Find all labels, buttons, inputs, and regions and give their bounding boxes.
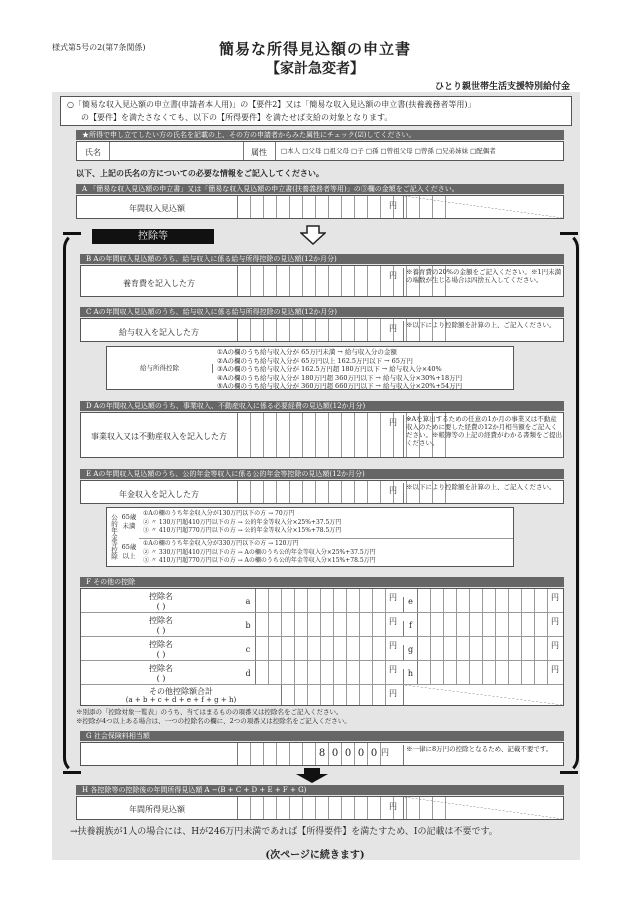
pension-row: ①Aの欄のうち年金収入分が330万円以下の方 → 120万円 (143, 540, 299, 547)
deduction-yen: 円 (551, 593, 559, 602)
section-g-digits (237, 743, 381, 765)
pension-row: ③ 〃 410万円超770万円以下の方 → 公的年金等収入分×15%+78.5万円 (143, 527, 342, 534)
pension-side-label: 公的年金等控除 (110, 514, 118, 560)
salary-table-label: 給与所得控除 (107, 364, 213, 373)
attr-bar: ★所得で申し立てしたい方の氏名を記載の上、その方の申請者からみた属性にチェック(☑)してください。 (76, 130, 564, 140)
section-d-yen: 円 (389, 418, 397, 427)
page-subtitle: 【家計急変者】 (266, 61, 364, 77)
pension-table (106, 507, 514, 567)
deduction-letter: b (245, 621, 251, 630)
section-e-note: ※以下により控除額を計算の上、ご記入ください。 (403, 483, 563, 503)
deduction-yen: 円 (551, 641, 559, 650)
section-e-row (80, 480, 564, 504)
deduction-name-label: 控除名 (149, 592, 173, 601)
pension-row: ①Aの欄のうち年金収入分が130万円以下の方 → 70万円 (143, 510, 295, 517)
section-a-yen: 円 (389, 201, 397, 210)
section-a-row (76, 195, 564, 219)
section-b-yen: 円 (389, 271, 397, 280)
section-d-note: ※Aを算出するための任意の1か月の事業又は不動産収入のために要した経費の12か月相当額をご記入ください。※帳簿等の上記の経費がわかる書類をご提出ください。 (403, 415, 563, 457)
salary-row: ②Aの欄のうち給与収入分が 65万円以上 162.5万円以下 → 65万円 (217, 356, 413, 365)
section-d-label: 事業収入又は不動産収入を記入した方 (91, 432, 227, 441)
deduction-yen: 円 (389, 641, 397, 650)
other-deduction-row (81, 661, 563, 685)
deduction-name-label: 控除名 (149, 616, 173, 625)
total-formula: (a + b + c + d + e + f + g + h) (125, 696, 237, 704)
deduction-name-paren[interactable]: ( ) (156, 674, 166, 683)
deduction-name-label: 控除名 (149, 640, 173, 649)
salary-row: ③Aの欄のうち給与収入分が 162.5万円超 180万円以下 → 給与収入分×40% (217, 365, 442, 373)
arrow-down-icon (300, 225, 326, 245)
below-instruction: 以下、上記の氏名の方についての必要な情報をご記入してください。 (76, 168, 324, 178)
deduction-digits[interactable] (417, 661, 548, 684)
pension-row: ③ 〃 410万円超770万円以下の方 → Aの欄のうち公的年金等収入分×15%+78.5万円 (143, 557, 376, 564)
section-g-bar: G 社会保険料相当額 (80, 731, 564, 741)
section-h-bar: H 各控除等の控除後の年間所得見込額 A −(B + C + D + E + F + G) (76, 785, 564, 795)
section-a-blank (403, 196, 563, 218)
section-b-row (80, 265, 564, 297)
other-deduction-row (81, 637, 563, 661)
deduction-letter: d (245, 669, 251, 678)
deduction-digits[interactable] (255, 613, 386, 636)
other-deduction-total-row (81, 685, 563, 705)
section-h-blank (403, 797, 563, 819)
pension-under65: 65歳未満 (121, 513, 137, 530)
attr-label: 属性 (251, 148, 267, 157)
section-h-yen: 円 (389, 802, 397, 811)
section-f-note-1: ※別添の「控除対象一覧表」のうち、当てはまるものの項番又は控除名をご記入ください。 (76, 708, 343, 716)
pension-over65: 65歳以上 (121, 543, 137, 560)
section-g-yen: 円 (381, 748, 389, 757)
intro-line-1: ○「簡易な収入見込額の申立書(申請者本人用)」の【要件2】又は「簡易な収入見込額の申立書(扶養義務者等用)」 (67, 100, 476, 109)
deduction-letter: c (245, 645, 251, 654)
deduction-letter: e (403, 597, 417, 612)
section-e-bar: E Aの年間収入見込額のうち、公的年金等収入に係る公的年金等控除の見込額(12か月分) (80, 469, 564, 479)
section-c-label: 給与収入を記入した方 (119, 328, 199, 337)
deduction-name-paren[interactable]: ( ) (156, 602, 166, 611)
section-b-label: 養育費を記入した方 (123, 279, 195, 288)
salary-row: ⑤Aの欄のうち給与収入分が 360万円超 660万円以下 → 給与収入分×20%+54万円 (217, 382, 463, 390)
section-h-row (76, 796, 564, 820)
digit: 8 (316, 743, 329, 765)
page-title: 簡易な所得見込額の申立書 (218, 40, 411, 58)
digit: 0 (355, 743, 368, 765)
deduction-yen: 円 (389, 617, 397, 626)
deduction-digits[interactable] (417, 637, 548, 660)
other-deduction-row (81, 589, 563, 613)
deduction-name-paren[interactable]: ( ) (156, 650, 166, 659)
form-number: 様式第5号の2(第7条関係) (52, 43, 146, 52)
section-c-yen: 円 (389, 324, 397, 333)
section-b-note: ※養育費の20%の金額をご記入ください。※1円未満の端数が生じる場合は四捨五入してください。 (403, 268, 563, 296)
salary-table-rows (217, 348, 513, 391)
section-c-bar: C Aの年間収入見込額のうち、給与収入に係る給与所得控除の見込額(12か月分) (80, 307, 564, 317)
section-f-bar: F その他の控除 (80, 577, 564, 587)
section-d-bar: D Aの年間収入見込額のうち、事業収入、不動産収入に係る必要経費の見込額(12か月分) (80, 401, 564, 411)
deduction-digits[interactable] (255, 589, 386, 612)
deduction-name-label: 控除名 (149, 664, 173, 673)
section-c-row (80, 318, 564, 342)
digit: 0 (342, 743, 355, 765)
salary-table (106, 346, 514, 390)
pension-rows-under65 (143, 510, 511, 536)
arrow-down-icon (295, 768, 329, 784)
section-g-note: ※一律に8万円の控除となるため、記載不要です。 (403, 745, 563, 765)
deduction-yen: 円 (551, 617, 559, 626)
name-label: 氏名 (85, 148, 101, 157)
deduction-digits[interactable] (255, 661, 386, 684)
section-f-note-2: ※控除が4つ以上ある場合は、一つの控除名の欄に、2つの項番又は控除名をご記入ください。 (76, 717, 351, 725)
section-h-label: 年間所得見込額 (129, 805, 185, 814)
deduction-yen: 円 (389, 665, 397, 674)
total-label: その他控除額合計 (149, 687, 213, 696)
continued-note: (次ページに続きます) (265, 850, 365, 861)
digit: 0 (329, 743, 342, 765)
deduction-letter: f (403, 621, 417, 636)
section-f-grid (80, 588, 564, 706)
total-digits[interactable] (281, 685, 386, 705)
pension-rows-over65 (143, 540, 511, 566)
salary-row: ④Aの欄のうち給与収入分が 180万円超 360万円以下 → 給与収入分×30%+18万円 (217, 373, 463, 382)
section-g-row (80, 742, 564, 766)
attr-row (76, 141, 564, 161)
section-a-bar: A 「簡易な収入見込額の申立書」又は「簡易な収入見込額の申立書(扶養義務者等用)」の③欄の金額をご記入ください。 (76, 184, 564, 194)
deduction-tab: 控除等 (92, 229, 214, 244)
intro-line-2: の【要件】を満たさなくても、以下の【所得要件】を満たせば支給の対象となります。 (81, 113, 393, 122)
pension-row: ② 〃 330万円超410万円以下の方 → Aの欄のうち公的年金等収入分×25%+37.5万円 (143, 548, 376, 556)
footer-note: →扶養親族が1人の場合には、Hが246万円未満であれば【所得要件】を満たすため、Iの記載は不要です。 (70, 827, 498, 837)
total-blank (403, 685, 563, 705)
attr-checkboxes[interactable]: □本人 □父母 □祖父母 □子 □孫 □曾祖父母 □曾孫 □兄弟姉妹 □配偶者 (281, 147, 496, 155)
section-d-row (80, 412, 564, 458)
section-b-bar: B Aの年間収入見込額のうち、給与収入に係る給与所得控除の見込額(12か月分) (80, 254, 564, 264)
name-field[interactable] (111, 143, 241, 159)
section-a-label: 年間収入見込額 (129, 204, 185, 213)
section-c-note: ※以下により控除額を計算の上、ご記入ください。 (403, 321, 563, 341)
deduction-letter: h (403, 669, 417, 684)
deduction-name-paren[interactable]: ( ) (156, 626, 166, 635)
deduction-digits[interactable] (417, 589, 548, 612)
deduction-digits[interactable] (417, 613, 548, 636)
deduction-letter: g (403, 645, 417, 660)
other-deduction-row (81, 613, 563, 637)
deduction-letter: a (245, 597, 251, 606)
deduction-digits[interactable] (255, 637, 386, 660)
deduction-yen: 円 (389, 593, 397, 602)
section-e-label: 年金収入を記入した方 (119, 490, 199, 499)
deduction-yen: 円 (551, 665, 559, 674)
section-e-yen: 円 (389, 486, 397, 495)
program-name: ひとり親世帯生活支援特別給付金 (434, 82, 570, 92)
pension-row: ② 〃 130万円超410万円以下の方 → 公的年金等収入分×25%+37.5万円 (143, 518, 342, 526)
total-yen: 円 (389, 689, 397, 698)
intro-box (60, 96, 572, 126)
digit: 0 (368, 743, 381, 765)
salary-row: ①Aの欄のうち給与収入分が 65万円未満 → 給与収入分の金額 (217, 348, 397, 356)
